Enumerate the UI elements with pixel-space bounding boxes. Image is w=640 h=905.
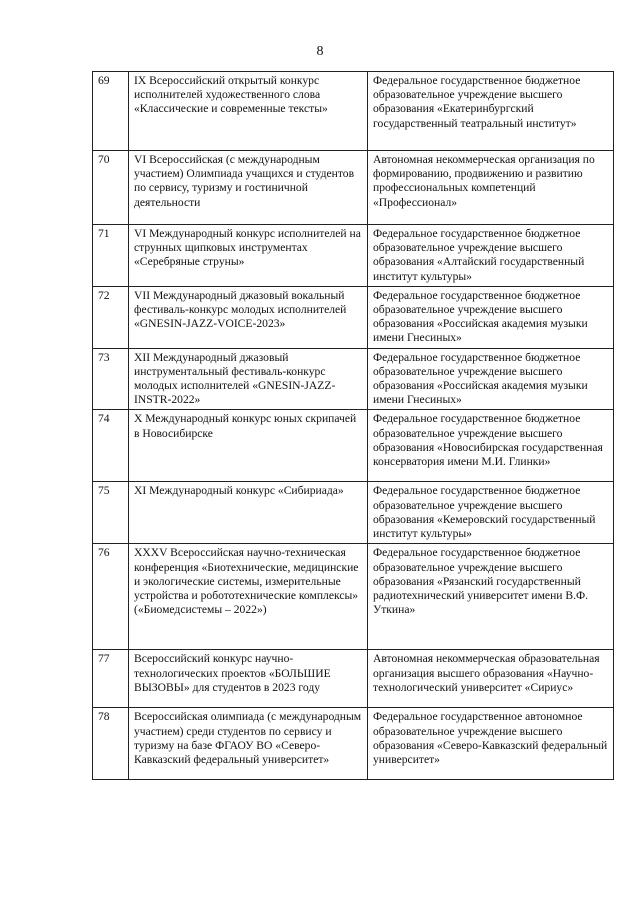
- table-row: [93, 708, 614, 780]
- organizer: Федеральное государственное бюджетное образовательное учреждение высшего образования «Кемеровский государственный институт культуры»: [368, 482, 614, 544]
- row-number: 76: [93, 544, 129, 650]
- table-row: [93, 482, 614, 544]
- organizer: Автономная некоммерческая организация по формированию, продвижению и развитию профессиональных компетенций «Профессионал»: [368, 151, 614, 225]
- event-name: VI Международный конкурс исполнителей на струнных щипковых инструментах «Серебряные струны»: [129, 225, 368, 287]
- table-row: [93, 151, 614, 225]
- event-name: VII Международный джазовый вокальный фестиваль-конкурс молодых исполнителей «GNESIN-JAZZ-VOICE-2023»: [129, 286, 368, 348]
- row-number: 73: [93, 348, 129, 410]
- table-row: [93, 286, 614, 348]
- organizer: Федеральное государственное бюджетное образовательное учреждение высшего образования «Екатеринбургский государственный театральный институт»: [368, 72, 614, 151]
- organizer: Федеральное государственное бюджетное образовательное учреждение высшего образования «Алтайский государственный институт культуры»: [368, 225, 614, 287]
- organizer: Федеральное государственное бюджетное образовательное учреждение высшего образования «Рязанский государственный радиотехнический университет имени В.Ф. Уткина»: [368, 544, 614, 650]
- event-name: XI Международный конкурс «Сибириада»: [129, 482, 368, 544]
- event-name: IX Всероссийский открытый конкурс исполнителей художественного слова «Классические и современные тексты»: [129, 72, 368, 151]
- table-row: [93, 410, 614, 482]
- table-row: [93, 225, 614, 287]
- organizer: Федеральное государственное бюджетное образовательное учреждение высшего образования «Новосибирская государственная консерватория имени М.И. Глинки»: [368, 410, 614, 482]
- event-name: X Международный конкурс юных скрипачей в Новосибирске: [129, 410, 368, 482]
- event-name: Всероссийский конкурс научно-технологических проектов «БОЛЬШИЕ ВЫЗОВЫ» для студентов в 2023 году: [129, 650, 368, 708]
- table-row: [93, 348, 614, 410]
- table-row: [93, 72, 614, 151]
- table-row: [93, 544, 614, 650]
- events-table: [92, 71, 614, 780]
- page-number: 8: [316, 44, 324, 59]
- row-number: 72: [93, 286, 129, 348]
- row-number: 69: [93, 72, 129, 151]
- row-number: 70: [93, 151, 129, 225]
- event-name: XII Международный джазовый инструментальный фестиваль-конкурс молодых исполнителей «GNESIN-JAZZ-INSTR-2022»: [129, 348, 368, 410]
- event-name: Всероссийская олимпиада (с международным участием) среди студентов по сервису и туризму на базе ФГАОУ ВО «Северо-Кавказский федеральный университет»: [129, 708, 368, 780]
- row-number: 74: [93, 410, 129, 482]
- organizer: Федеральное государственное бюджетное образовательное учреждение высшего образования «Российская академия музыки имени Гнесиных»: [368, 286, 614, 348]
- event-name: XXXV Всероссийская научно-техническая конференция «Биотехнические, медицинские и экологические системы, измерительные устройства и робототехнические комплексы» («Биомедсистемы – 2022»): [129, 544, 368, 650]
- organizer: Федеральное государственное автономное образовательное учреждение высшего образования «Северо-Кавказский федеральный университет»: [368, 708, 614, 780]
- organizer: Федеральное государственное бюджетное образовательное учреждение высшего образования «Российская академия музыки имени Гнесиных»: [368, 348, 614, 410]
- event-name: VI Всероссийская (с международным участием) Олимпиада учащихся и студентов по сервису, туризму и гостиничной деятельности: [129, 151, 368, 225]
- row-number: 77: [93, 650, 129, 708]
- row-number: 75: [93, 482, 129, 544]
- table-row: [93, 650, 614, 708]
- row-number: 71: [93, 225, 129, 287]
- row-number: 78: [93, 708, 129, 780]
- organizer: Автономная некоммерческая образовательная организация высшего образования «Научно-технологический университет «Сириус»: [368, 650, 614, 708]
